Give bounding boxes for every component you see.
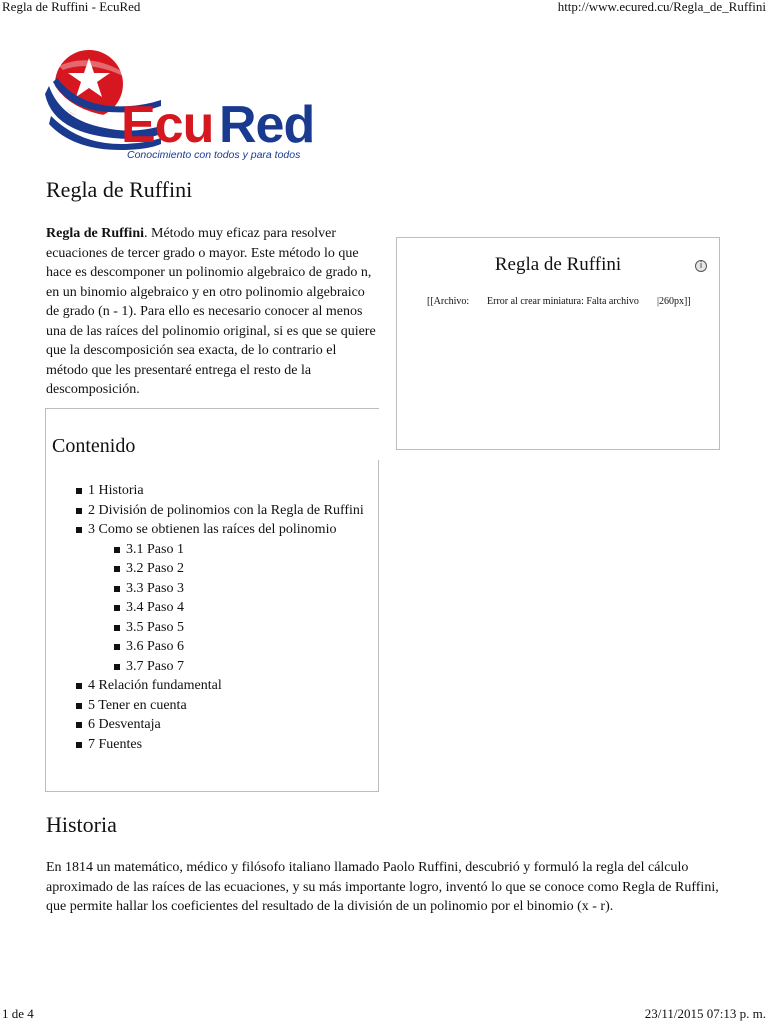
toc-subitem-paso-2[interactable]: 3.2 Paso 2: [114, 559, 376, 579]
toc-item-raices[interactable]: 3 Como se obtienen las raíces del polinomio 3.1 Paso 1 3.2 Paso 2 3.3 Paso 3 3.4 Paso 4 3.5 Paso 5 3.6 Paso 6 3.7 Paso 7: [76, 520, 376, 676]
infobox: [396, 237, 720, 450]
print-footer-page: 1 de 4: [2, 1006, 34, 1021]
print-header-title: Regla de Ruffini - EcuRed: [2, 0, 141, 14]
toc-item-relacion[interactable]: 4 Relación fundamental: [76, 676, 376, 696]
intro-bold-term: Regla de Ruffini: [46, 226, 144, 241]
svg-text:Ecu: Ecu: [121, 96, 214, 154]
historia-paragraph: En 1814 un matemático, médico y filósofo italiano llamado Paolo Ruffini, descubrió y formuló la regla del cálculo aproximado de las raíces de las ecuaciones, y su más importante logro, inventó lo que se conoce como Regla de Ruffini, que permite hallar los coeficientes del resultado de la división de un polinomio por el binomio (x - r).: [46, 860, 719, 914]
toc-subitem-paso-5[interactable]: 3.5 Paso 5: [114, 618, 376, 638]
toc-subitem-paso-1[interactable]: 3.1 Paso 1: [114, 540, 376, 560]
infobox-error-part2: Error al crear miniatura: Falta archivo: [487, 296, 639, 307]
toc-item-division[interactable]: 2 División de polinomios con la Regla de Ruffini: [76, 501, 376, 521]
intro-text: . Método muy eficaz para resolver ecuaciones de tercer grado o mayor. Este método lo que hace es descomponer un polinomio algebraico de grado n, en un binomio algebraico y en otro polinomio algebraico de grado (n - 1). Para ello es necesario conocer al menos una de las raíces del polinomio original, si es que se quiere que la descomposición sea exacta, de lo contrario el método que les presentaré entrega el resto de la descomposición.: [46, 226, 376, 397]
toc-list: [76, 481, 376, 754]
print-header-url: http://www.ecured.cu/Regla_de_Ruffini: [557, 0, 766, 14]
toc-subitem-paso-3[interactable]: 3.3 Paso 3: [114, 579, 376, 599]
page-title: Regla de Ruffini: [46, 177, 193, 202]
ecured-logo[interactable]: [43, 46, 343, 162]
svg-text:Red: Red: [219, 96, 315, 154]
toc-item-historia[interactable]: 1 Historia: [76, 481, 376, 501]
infobox-title: Regla de Ruffini: [494, 254, 622, 275]
toc-subitem-paso-4[interactable]: 3.4 Paso 4: [114, 598, 376, 618]
print-footer-datetime: 23/11/2015 07:13 p. m.: [644, 1006, 766, 1021]
toc-title: Contenido: [52, 435, 136, 457]
toc-right-border: [378, 460, 379, 792]
intro-paragraph: [46, 224, 378, 400]
table-of-contents: [45, 408, 379, 792]
infobox-error-part3: |260px]]: [657, 296, 691, 307]
toc-subitem-paso-6[interactable]: 3.6 Paso 6: [114, 637, 376, 657]
info-icon[interactable]: i: [695, 260, 707, 272]
toc-subitem-paso-7[interactable]: 3.7 Paso 7: [114, 657, 376, 677]
section-heading-historia: Historia: [46, 812, 117, 837]
logo-tagline: Conocimiento con todos y para todos: [127, 149, 301, 161]
toc-sublist: [76, 540, 376, 677]
toc-item-fuentes[interactable]: 7 Fuentes: [76, 735, 376, 755]
toc-item-desventaja[interactable]: 6 Desventaja: [76, 715, 376, 735]
infobox-error-part1: [[Archivo:: [427, 296, 470, 307]
toc-item-tener-en-cuenta[interactable]: 5 Tener en cuenta: [76, 696, 376, 716]
